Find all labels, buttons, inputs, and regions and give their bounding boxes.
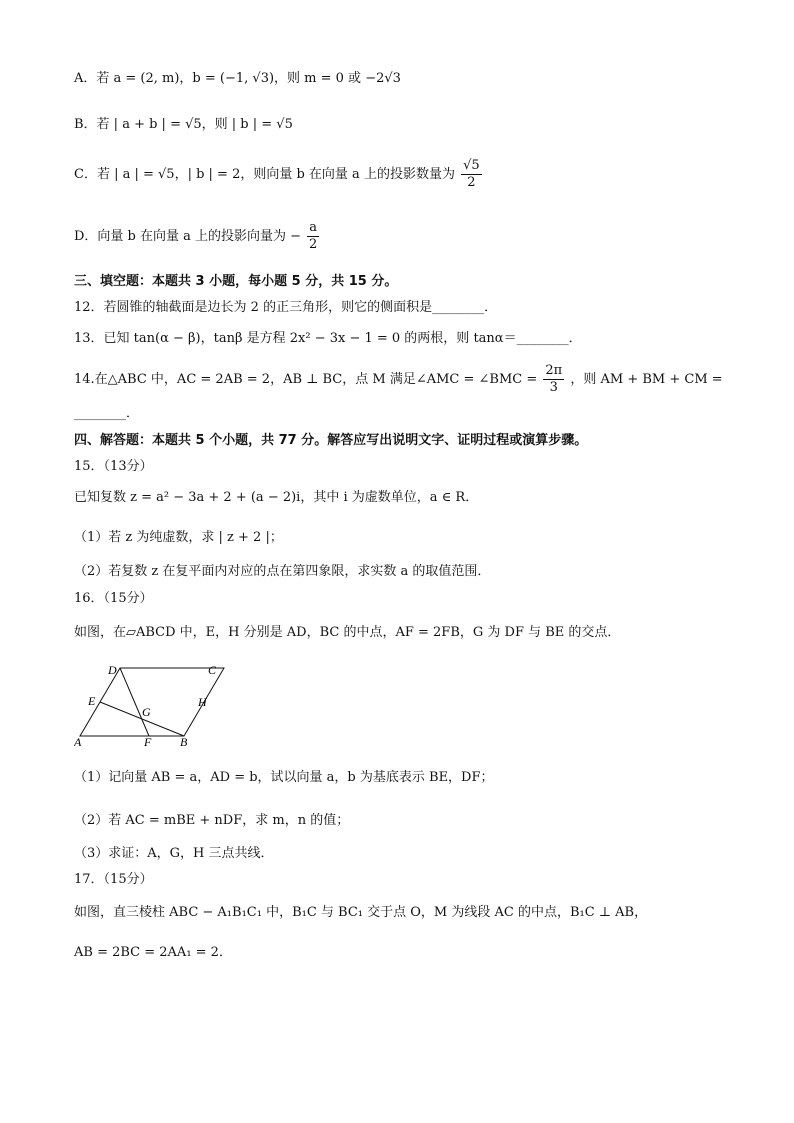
option-c-text: C．若 | a | = √5，| b | = 2，则向量 b 在向量 a 上的投影数量为	[74, 167, 455, 182]
question-16-number: 16．（15分）	[74, 591, 153, 606]
label-c: C	[208, 663, 217, 677]
question-15-part1: （1）若 z 为纯虚数，求 | z + 2 |；	[74, 530, 283, 545]
label-f: F	[144, 735, 152, 748]
option-d-text: D．向量 b 在向量 a 上的投影向量为 −	[74, 229, 302, 244]
option-d-fraction	[307, 220, 319, 253]
question-15-stem: 已知复数 z = a² − 3a + 2 + (a − 2)i，其中 i 为虚数单位，a ∈ R．	[74, 490, 479, 505]
label-b: B	[180, 735, 188, 748]
question-17-stem: 如图，直三棱柱 ABC − A₁B₁C₁ 中，B₁C 与 BC₁ 交于点 O，M 为线段 AC 的中点，B₁C ⊥ AB，	[74, 905, 648, 920]
question-15-part2: （2）若复数 z 在复平面内对应的点在第四象限，求实数 a 的取值范围．	[74, 564, 491, 579]
question-14-numerator: 2π	[545, 363, 563, 378]
label-e: E	[88, 694, 96, 708]
option-c	[74, 158, 484, 191]
question-16-part1: （1）记向量 AB = a，AD = b，试以向量 a，b 为基底表示 BE，DF；	[74, 770, 494, 785]
question-15-number: 15．（13分）	[74, 459, 153, 474]
question-16-part3: （3）求证：A，G，H 三点共线．	[74, 846, 274, 861]
question-14-denominator: 3	[549, 380, 558, 395]
question-14-tail: ，则 AM + BM + CM =	[570, 372, 723, 387]
option-d-denominator: 2	[308, 237, 318, 252]
question-14	[74, 363, 723, 396]
label-d: D	[108, 663, 117, 677]
question-12: 12．若圆锥的轴截面是边长为 2 的正三角形，则它的侧面积是________．	[74, 300, 498, 315]
label-g: G	[142, 705, 151, 719]
question-17-stem-cont: AB = 2BC = 2AA₁ = 2．	[74, 945, 232, 960]
section4-heading: 四、解答题：本题共 5 个小题，共 77 分。解答应写出说明文字、证明过程或演算步骤。	[74, 433, 588, 448]
option-b: B．若 | a + b | = √5，则 | b | = √5	[74, 117, 293, 132]
question-13: 13．已知 tan(α − β)，tanβ 是方程 2x² − 3x − 1 = 0 的两根，则 tanα＝________．	[74, 331, 582, 346]
segment-df	[120, 668, 149, 736]
question-14-text: 14.在△ABC 中，AC = 2AB = 2，AB ⊥ BC，点 M 满足∠AMC = ∠BMC =	[74, 372, 538, 387]
option-c-denominator: 2	[467, 175, 476, 190]
question-17-number: 17．（15分）	[74, 872, 153, 887]
parallelogram-figure	[74, 660, 234, 748]
question-16-stem: 如图，在▱ABCD 中，E，H 分别是 AD，BC 的中点，AF = 2FB，G 为 DF 与 BE 的交点．	[74, 625, 621, 640]
option-a: A．若 a = (2, m)，b = (−1, √3)，则 m = 0 或 −2√3	[74, 71, 401, 86]
option-d	[74, 220, 321, 253]
label-a: A	[74, 735, 82, 748]
option-d-numerator: a	[309, 220, 317, 235]
option-c-numerator: √5	[463, 158, 480, 173]
option-c-fraction	[461, 158, 482, 191]
section3-heading: 三、填空题：本题共 3 小题，每小题 5 分，共 15 分。	[74, 274, 398, 289]
label-h: H	[198, 695, 207, 709]
question-16-part2: （2）若 AC = mBE + nDF，求 m，n 的值；	[74, 813, 350, 828]
question-14-fraction	[543, 363, 564, 396]
question-14-blank: ________．	[74, 406, 140, 421]
